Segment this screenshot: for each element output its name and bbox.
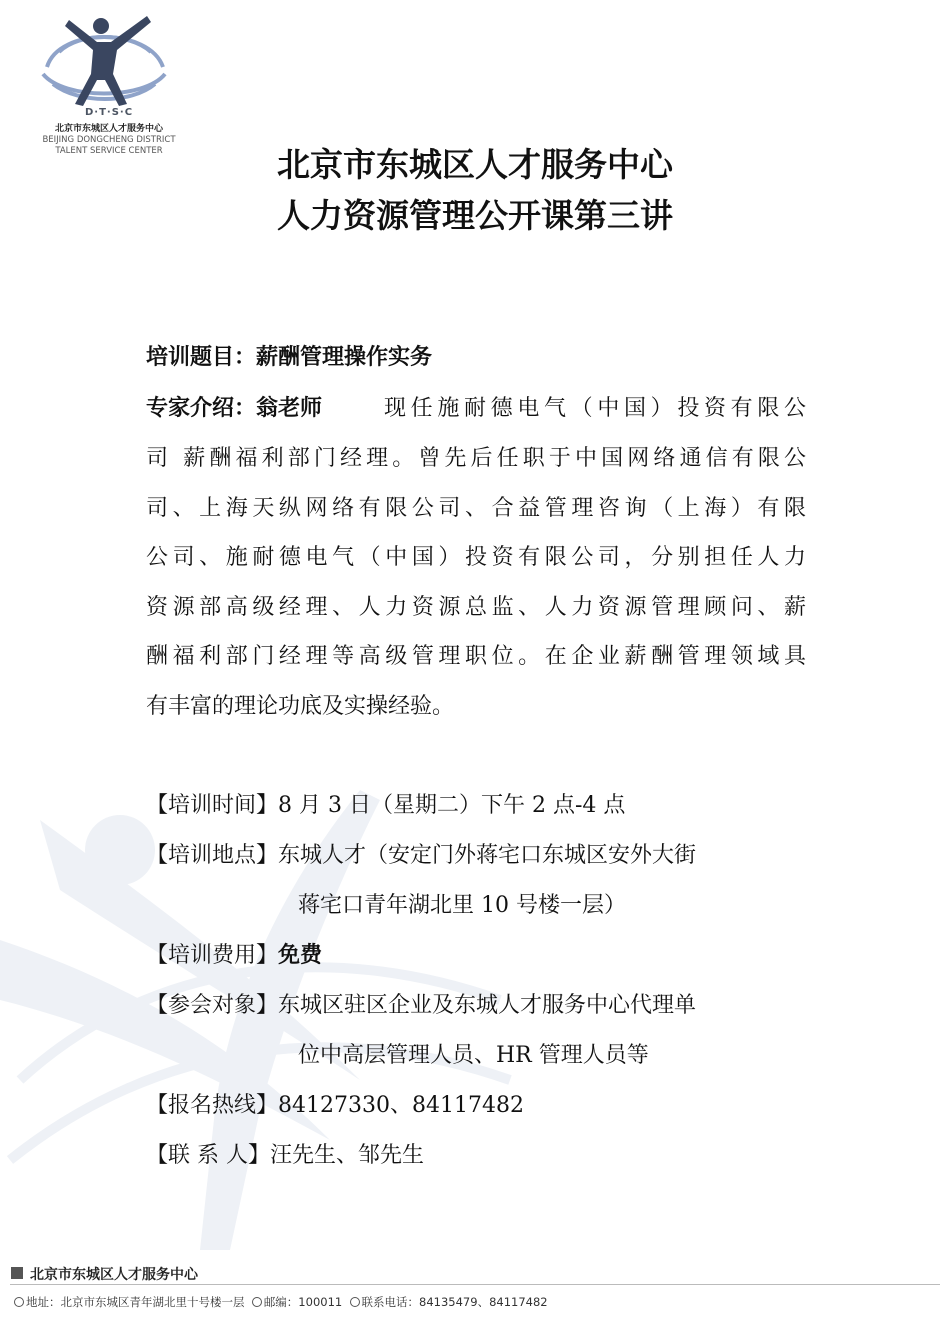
- dtsc-logo-icon: [39, 12, 169, 107]
- contact-value: 汪先生、邹先生: [270, 1143, 425, 1168]
- training-place: [146, 841, 696, 871]
- audience: [146, 991, 696, 1021]
- expert-intro-line: 司、上海天纵网络有限公司、合益管理咨询（上海）有限: [146, 496, 806, 521]
- training-fee: [146, 941, 322, 971]
- topic-value: 薪酬管理操作实务: [256, 345, 433, 370]
- time-value: 8 月 3 日（星期二）下午 2 点-4 点: [278, 793, 626, 818]
- footer-phone: 联系电话：84135479、84117482: [361, 1295, 548, 1309]
- document-title-line2: 人力资源管理公开课第三讲: [277, 196, 673, 235]
- place-value-line1: 东城人才（安定门外蒋宅口东城区安外大街: [278, 843, 697, 868]
- bullet-circle-icon: [350, 1297, 360, 1307]
- footer-contact-info: [14, 1294, 548, 1310]
- topic-label: 培训题目：: [146, 345, 257, 370]
- place-label: 【培训地点】: [146, 843, 279, 868]
- footer-organization-name: 北京市东城区人才服务中心: [30, 1267, 198, 1283]
- document-title-line1: 北京市东城区人才服务中心: [277, 145, 673, 184]
- time-label: 【培训时间】: [146, 793, 279, 818]
- audience-value-line2: 位中高层管理人员、HR 管理人员等: [298, 1043, 649, 1068]
- logo-english-line2: TALENT SERVICE CENTER: [55, 146, 163, 156]
- expert-intro-line: 司 薪酬福利部门经理。曾先后任职于中国网络通信有限公: [146, 446, 806, 471]
- expert-intro-line: 酬福利部门经理等高级管理职位。在企业薪酬管理领域具: [146, 644, 806, 669]
- audience-label: 【参会对象】: [146, 993, 279, 1018]
- footer-postcode: 邮编：100011: [263, 1295, 343, 1309]
- training-topic: [146, 343, 432, 373]
- hotline-value: 84127330、84117482: [278, 1093, 524, 1118]
- logo-abbreviation: D·T·S·C: [84, 107, 134, 118]
- logo-english-line1: BEIJING DONGCHENG DISTRICT: [42, 135, 176, 145]
- contact-person: [146, 1141, 424, 1171]
- expert-intro-line: 有丰富的理论功底及实操经验。: [146, 694, 455, 719]
- training-time: [146, 791, 625, 821]
- expert-name: 翁老师: [256, 396, 323, 421]
- logo: [14, 12, 204, 157]
- registration-hotline: [146, 1091, 524, 1121]
- fee-label: 【培训费用】: [146, 943, 279, 968]
- footer-address: 地址：北京市东城区青年湖北里十号楼一层: [26, 1295, 245, 1309]
- expert-intro-line: 公司、施耐德电气（中国）投资有限公司，分别担任人力: [146, 545, 806, 570]
- audience-value-line1: 东城区驻区企业及东城人才服务中心代理单: [278, 993, 697, 1018]
- footer-divider: [10, 1284, 940, 1285]
- expert-intro-line: 现任施耐德电气（中国）投资有限公: [384, 396, 806, 421]
- fee-value: 免费: [278, 943, 323, 968]
- expert-intro-line: 资源部高级经理、人力资源总监、人力资源管理顾问、薪: [146, 595, 806, 620]
- contact-label: 【联 系 人】: [146, 1143, 270, 1168]
- expert-intro-first-line: [146, 394, 806, 424]
- logo-chinese-name: 北京市东城区人才服务中心: [54, 124, 163, 134]
- footer-square-icon: [11, 1267, 23, 1279]
- bullet-circle-icon: [14, 1297, 24, 1307]
- expert-label: 专家介绍：: [146, 396, 257, 421]
- hotline-label: 【报名热线】: [146, 1093, 279, 1118]
- place-value-line2: 蒋宅口青年湖北里 10 号楼一层）: [298, 893, 626, 918]
- bullet-circle-icon: [252, 1297, 262, 1307]
